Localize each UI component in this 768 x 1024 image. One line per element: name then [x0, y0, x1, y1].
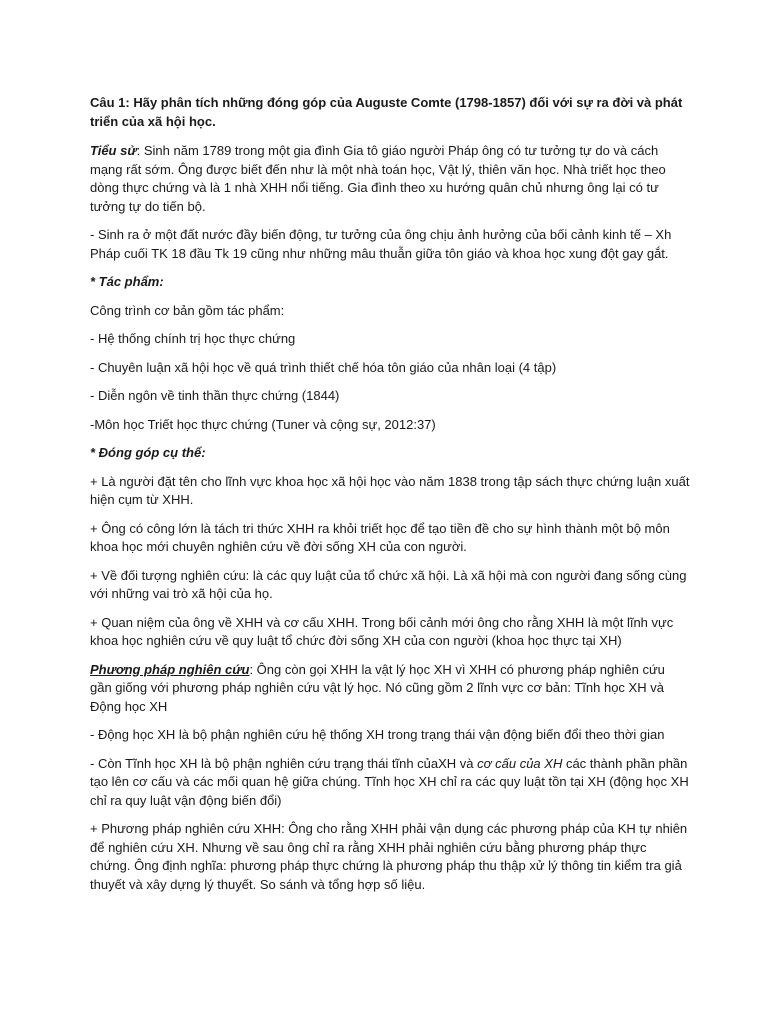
statics-text-2: các thành phần phần tạo lên cơ cấu và các mối quan hệ giữa chúng. Tĩnh học XH chỉ ra các quy luật tồn tại XH (động học XH chỉ ra quy luật vận động biến đổi): [90, 755, 689, 808]
work-item: -Môn học Triết học thực chứng (Tuner và cộng sự, 2012:37): [90, 416, 436, 432]
method-text: : Ông còn gọi XHH la vật lý học XH vì XHH có phương pháp nghiên cứu gần giống với phương pháp nghiên cứu vật lý học. Nó cũng gồm 2 lĩnh vực cơ bản: Tĩnh học XH và Động học XH: [90, 661, 665, 714]
biography-paragraph: [90, 142, 690, 216]
research-method-paragraph: + Phương pháp nghiên cứu XHH: Ông cho rằng XHH phải vận dụng các phương pháp của KH tự nhiên để nghiên cứu XH. Nhưng về sau ông chỉ ra rằng XHH phải nghiên cứu bằng phương pháp thực chứng. Ông định nghĩa: phương pháp thực chứng là phương pháp thu thập xử lý thông tin kiểm tra giả thuyết và xây dựng lý thuyết. So sánh và tổng hợp số liệu.: [90, 821, 688, 892]
biography-label: Tiểu sử: [90, 143, 137, 158]
method-label: Phương pháp nghiên cứu: [90, 661, 250, 677]
dynamics-paragraph: - Động học XH là bộ phận nghiên cứu hệ thống XH trong trạng thái vận động biến đổi theo thời gian: [90, 727, 665, 742]
context-paragraph: - Sinh ra ở một đất nước đầy biến động, tư tưởng của ông chịu ảnh hưởng của bối cảnh kinh tế – Xh Pháp cuối TK 18 đầu Tk 19 cũng như những mâu thuẫn giữa tôn giáo và khoa học xung đột gay gắt.: [90, 227, 672, 261]
document-page: [90, 94, 690, 904]
contributions-heading: * Đóng góp cụ thể:: [90, 445, 206, 460]
contribution-item: + Về đối tượng nghiên cứu: là các quy luật của tổ chức xã hội. Là xã hội mà con người đang sống cùng với những vai trò xã hội của họ.: [90, 567, 687, 601]
statics-text-1: - Còn Tĩnh học XH là bộ phận nghiên cứu trạng thái tĩnh củaXH và: [90, 755, 478, 771]
work-item: - Hệ thống chính trị học thực chứng: [90, 331, 296, 346]
work-item: - Chuyên luận xã hội học về quá trình thiết chế hóa tôn giáo của nhân loại (4 tập): [90, 359, 557, 375]
work-item: - Diễn ngôn về tinh thần thực chứng (1844): [90, 388, 340, 403]
contribution-item: + Là người đặt tên cho lĩnh vực khoa học xã hội học vào năm 1838 trong tập sách thực chứng luận xuất hiện cụm từ XHH.: [90, 473, 690, 507]
works-heading: * Tác phẩm:: [90, 274, 164, 289]
works-intro: Công trình cơ bản gồm tác phẩm:: [90, 302, 285, 318]
statics-italic: cơ cấu của XH: [477, 755, 563, 771]
biography-text: : Sinh năm 1789 trong một gia đình Gia tô giáo người Pháp ông có tư tưởng tự do và cách mạng rất sớm. Ông được biết đến như là một nhà toán học, Vật lý, thiên văn học. Nhà triết học theo dòng thực chứng và là 1 nhà XHH nổi tiếng. Gia đình theo xu hướng quân chủ nhưng ông lại có tư tưởng tự do tiến bộ.: [90, 143, 666, 214]
statics-paragraph: [90, 755, 690, 811]
question-title: Câu 1: Hãy phân tích những đóng góp của Auguste Comte (1798-1857) đối với sự ra đời và phát triển của xã hội học.: [90, 95, 683, 129]
method-paragraph: [90, 661, 690, 717]
contribution-item: + Quan niệm của ông về XHH và cơ cấu XHH. Trong bối cảnh mới ông cho rằng XHH là một lĩnh vực khoa học nghiên cứu về quy luật tổ chức đời sống XH của con người (khoa học thực tại XH): [90, 614, 674, 648]
contribution-item: + Ông có công lớn là tách tri thức XHH ra khỏi triết học để tạo tiền đề cho sự hình thành một bộ môn khoa học mới chuyên nghiên cứu về đời sống XH của con người.: [90, 520, 670, 554]
